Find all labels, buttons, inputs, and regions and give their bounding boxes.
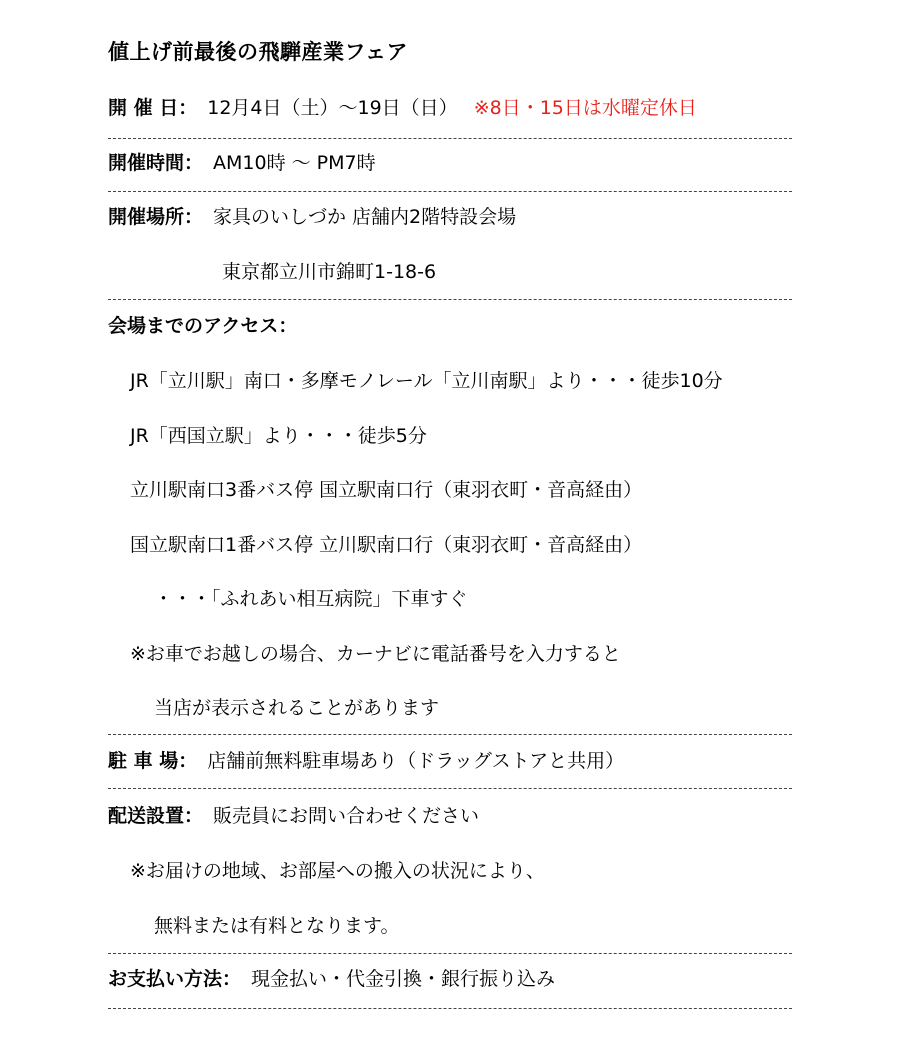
hours-value: AM10時 ～ PM7時 [213, 152, 376, 174]
payment-row [108, 964, 555, 994]
separator [108, 734, 792, 735]
access-line: 立川駅南口3番バス停 国立駅南口行（東羽衣町・音高経由） [130, 479, 643, 501]
separator [108, 191, 792, 192]
access-line: ※お車でお越しの場合、カーナビに電話番号を入力すると [130, 643, 621, 665]
parking-row [108, 746, 624, 776]
delivery-note: 無料または有料となります。 [154, 915, 400, 937]
dates-row [108, 93, 697, 123]
venue-address: 東京都立川市錦町1-18-6 [222, 261, 437, 283]
venue-value: 家具のいしづか 店舗内2階特設会場 [213, 206, 517, 228]
separator [108, 953, 792, 954]
delivery-value: 販売員にお問い合わせください [213, 805, 480, 827]
delivery-row [108, 801, 479, 831]
dates-value: 12月4日（土）～19日（日） [207, 97, 458, 119]
access-line: JR「西国立駅」より・・・徒歩5分 [130, 425, 427, 447]
delivery-note: ※お届けの地域、お部屋への搬入の状況により、 [130, 860, 545, 882]
payment-value: 現金払い・代金引換・銀行振り込み [251, 968, 556, 990]
closed-days-note: ※8日・15日は水曜定休日 [473, 97, 697, 119]
access-line: ・・・「ふれあい相互病院」下車すぐ [154, 588, 468, 610]
parking-label: 駐 車 場： [108, 750, 198, 772]
separator [108, 788, 792, 789]
access-label: 会場までのアクセス： [108, 315, 298, 337]
hours-label: 開催時間： [108, 152, 204, 174]
separator [108, 138, 792, 139]
parking-value: 店舗前無料駐車場あり（ドラッグストアと共用） [207, 750, 625, 772]
payment-label: お支払い方法： [108, 968, 242, 990]
venue-label: 開催場所： [108, 206, 204, 228]
access-line: JR「立川駅」南口・多摩モノレール「立川南駅」より・・・徒歩10分 [130, 370, 723, 392]
access-line: 当店が表示されることがあります [154, 697, 440, 719]
separator [108, 1008, 792, 1009]
separator [108, 299, 792, 300]
delivery-label: 配送設置： [108, 805, 204, 827]
hours-row [108, 148, 376, 178]
access-line: 国立駅南口1番バス停 立川駅南口行（東羽衣町・音高経由） [130, 534, 643, 556]
access-row [108, 311, 297, 341]
venue-row [108, 202, 516, 232]
dates-label: 開 催 日： [108, 97, 198, 119]
page-title: 値上げ前最後の飛騨産業フェア [108, 40, 408, 64]
